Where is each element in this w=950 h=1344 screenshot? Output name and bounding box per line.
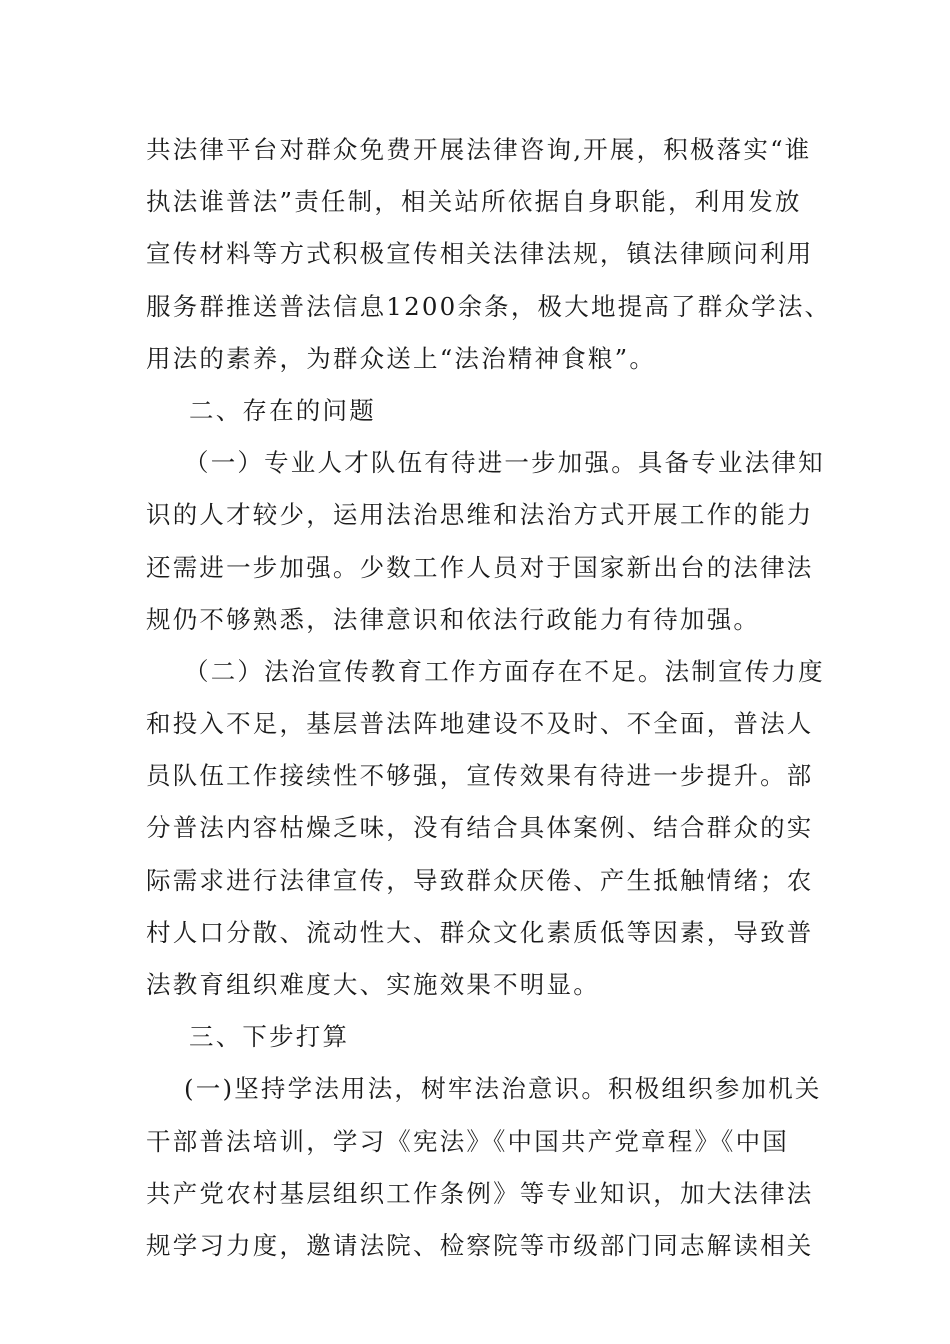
paragraph-line: 宣传材料等方式积极宣传相关法律法规，镇法律顾问利用 (146, 239, 814, 269)
paragraph-line: 服务群推送普法信息1200余条，极大地提高了群众学法、 (146, 291, 832, 321)
paragraph-line: 识的人才较少，运用法治思维和法治方式开展工作的能力 (146, 500, 814, 530)
document-body (146, 124, 832, 1272)
paragraph-line: 还需进一步加强。少数工作人员对于国家新出台的法律法 (146, 552, 814, 582)
paragraph-line: 执法谁普法”责任制，相关站所依据自身职能，利用发放 (146, 187, 802, 217)
paragraph-line: 村人口分散、流动性大、群众文化素质低等因素，导致普 (146, 917, 814, 947)
paragraph-line: 法教育组织难度大、实施效果不明显。 (146, 970, 600, 999)
paragraph-line: 共产党农村基层组织工作条例》等专业知识，加大法律法 (146, 1178, 814, 1208)
paragraph-line: 际需求进行法律宣传，导致群众厌倦、产生抵触情绪；农 (146, 865, 814, 895)
paragraph-line: 规仍不够熟悉，法律意识和依法行政能力有待加强。 (146, 604, 761, 634)
paragraph-line: 规学习力度，邀请法院、检察院等市级部门同志解读相关 (146, 1230, 814, 1260)
paragraph-line: 共法律平台对群众免费开展法律咨询,开展，积极落实“谁 (146, 135, 812, 164)
section-heading: 二、存在的问题 (189, 395, 376, 425)
paragraph-line: 员队伍工作接续性不够强，宣传效果有待进一步提升。部 (146, 761, 814, 791)
paragraph-line: （二）法治宣传教育工作方面存在不足。法制宣传力度 (184, 656, 825, 686)
paragraph-line: (一)坚持学法用法，树牢法治意识。积极组织参加机关 (184, 1074, 822, 1104)
paragraph-line: 和投入不足，基层普法阵地建设不及时、不全面，普法人 (146, 709, 814, 739)
paragraph-line: 分普法内容枯燥乏味，没有结合具体案例、结合群众的实 (146, 813, 814, 843)
paragraph-line: （一）专业人才队伍有待进一步加强。具备专业法律知 (184, 448, 825, 478)
section-heading: 三、下步打算 (189, 1022, 350, 1052)
paragraph-line: 干部普法培训，学习《宪法》《中国共产党章程》《中国 (146, 1126, 789, 1156)
paragraph-line: 用法的素养，为群众送上“法治精神食粮”。 (146, 343, 657, 373)
